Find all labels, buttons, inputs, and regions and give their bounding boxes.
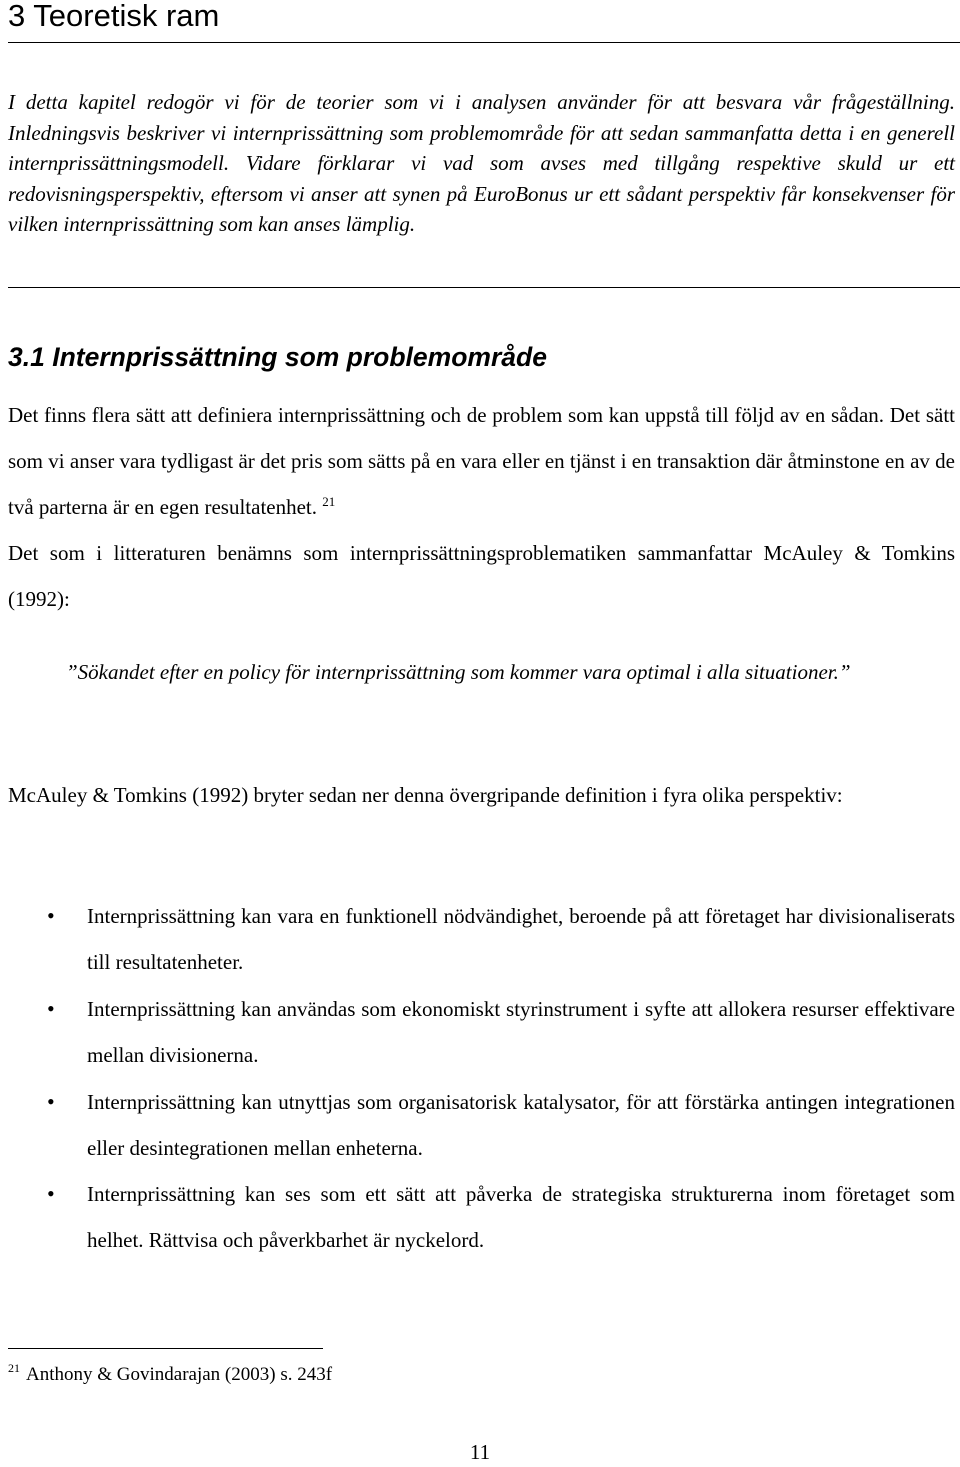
chapter-intro — [8, 87, 955, 240]
footnote-number: 21 — [8, 1361, 20, 1375]
bullet-marker: • — [47, 903, 55, 928]
list-item-text: Internprissättning kan utnyttjas som organisatorisk katalysator, för att förstärka antingen integrationen eller desintegrationen mellan enheterna. — [87, 1090, 955, 1160]
bullet-marker: • — [47, 1089, 55, 1114]
list-item — [87, 893, 955, 985]
paragraph-perspectives — [8, 772, 955, 818]
paragraph-definition-text: Det finns flera sätt att definiera internprissättning och de problem som kan uppstå till följd av en sådan. Det sätt som vi anser vara tydligast är det pris som sätts på en vara eller en tjänst i en transaktion där åtminstone en av de två parterna är en egen resultatenhet. — [8, 403, 955, 519]
bullet-marker: • — [47, 996, 55, 1021]
chapter-intro-text: I detta kapitel redogör vi för de teorier som vi i analysen använder för att besvara vår frågeställning. Inledningsvis beskriver vi internprissättning som problemområde för att sedan sammanfatta detta i en generell internprissättningsmodell. Vidare förklarar vi vad som avses med tillgång respektive skuld ur ett redovisningsperspektiv, eftersom vi anser att synen på EuroBonus ur ett sådant perspektiv får konsekvenser för vilken internprissättning som kan anses lämplig. — [8, 90, 955, 237]
block-quote: ”Sökandet efter en policy för internprissättning som kommer vara optimal i alla situationer.” — [66, 660, 851, 684]
chapter-title: 3 Teoretisk ram — [8, 0, 220, 33]
bullet-marker: • — [47, 1181, 55, 1206]
list-item-text: Internprissättning kan ses som ett sätt att påverka de strategiska strukturerna inom företaget som helhet. Rättvisa och påverkbarhet är nyckelord. — [87, 1182, 955, 1252]
list-item — [87, 986, 955, 1078]
list-item-text: Internprissättning kan användas som ekonomiskt styrinstrument i syfte att allokera resurser effektivare mellan divisionerna. — [87, 997, 955, 1067]
intro-top-rule — [8, 42, 960, 43]
paragraph-problematic: Det som i litteraturen benämns som internprissättningsproblematiken sammanfattar McAuley & Tomkins (1992): — [8, 541, 955, 611]
footnote — [8, 1360, 332, 1390]
section-body — [8, 392, 955, 622]
footnote-separator — [8, 1348, 323, 1349]
list-item — [87, 1079, 955, 1171]
footnote-text: Anthony & Govindarajan (2003) s. 243f — [26, 1364, 333, 1385]
list-item-text: Internprissättning kan vara en funktionell nödvändighet, beroende på att företaget har divisionaliserats till resultatenheter. — [87, 904, 955, 974]
paragraph-perspectives-text: McAuley & Tomkins (1992) bryter sedan ner denna övergripande definition i fyra olika perspektiv: — [8, 783, 843, 807]
paragraph-definition — [8, 392, 955, 530]
list-item — [87, 1171, 955, 1263]
section-heading: 3.1 Internprissättning som problemområde — [8, 342, 547, 372]
intro-bottom-rule — [8, 287, 960, 288]
page-number: 11 — [469, 1440, 491, 1464]
footnote-reference: 21 — [322, 494, 336, 509]
